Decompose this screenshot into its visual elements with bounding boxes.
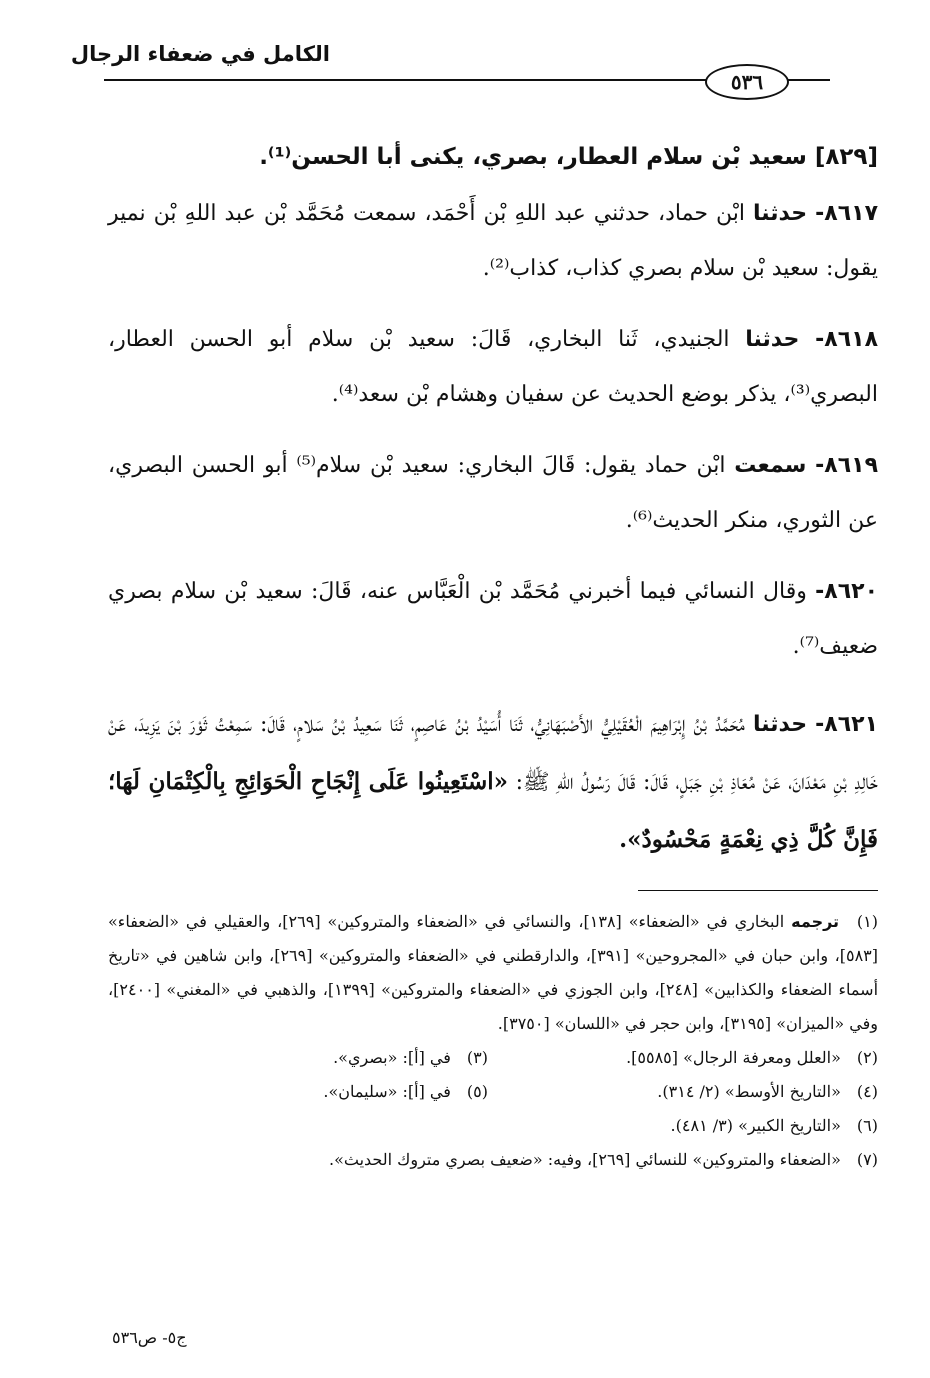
footnote-number: (٥) [466, 1082, 488, 1101]
hadith-quote: «اسْتَعِينُوا عَلَى إِنْجَاحِ الْحَوَائِجِ بِالْكِتْمَانِ لَهَا؛ فَإِنَّ كُلَّ ذِي نِعْمَةٍ مَحْسُودٌ». [108, 768, 878, 853]
footnote-4 [488, 1075, 878, 1109]
footnote-1 [108, 905, 878, 1041]
narration-8617 [108, 186, 878, 296]
narration-lead-word: سمعت [734, 453, 807, 478]
footnote-number: (٧) [856, 1150, 878, 1169]
footnote-text: «التاريخ الكبير» (٣/ ٤٨١). [670, 1116, 841, 1135]
hadith-chain: مُحَمَّدُ بْنُ إِبْرَاهِيمَ الْعُقَيْلِيُّ الأَصْبَهَانِيُّ، ثَنَا أُسَيْدُ بْنُ عَاصِمٍ، ثَنَا سَعِيدُ بْنُ سَلامٍ، قَالَ: سَمِعْتُ ثَوْرَ بْنَ يَزِيدَ، عَنْ خَالِدِ بْنِ مَعْدَانَ، عَنْ مُعَاذِ بْنِ جَبَلٍ، قَالَ: قَالَ رَسُولُ اللهِ ﷺ: [108, 712, 878, 795]
narration-8619 [108, 438, 878, 548]
narration-number: ٨٦٢١- [815, 712, 879, 737]
narration-lead-word: حدثنا [753, 712, 808, 737]
narration-lead-word: حدثنا [745, 327, 800, 352]
hadith-8621 [108, 696, 878, 869]
narration-8618 [108, 312, 878, 422]
footnote-text: في [أ]: «بصري». [333, 1048, 451, 1067]
footnote-text: «العلل ومعرفة الرجال» [٥٥٨٥]. [626, 1048, 841, 1067]
footnote-separator [638, 890, 878, 891]
entry-title: [٨٢٩] سعيد بْن سلام العطار، بصري، يكنى أبا الحسن⁽¹⁾. [259, 144, 878, 170]
footnote-lead-word: ترجمه [791, 912, 840, 931]
footnote-row-2-3 [108, 1041, 878, 1075]
narration-text: ابْن حماد، حدثني عبد اللهِ بْن أَحْمَد، سمعت مُحَمَّد بْن عبد اللهِ بْن نمير يقول: سعيد بْن سلام بصري كذاب، كذاب⁽²⁾. [108, 201, 878, 281]
footnote-text: «التاريخ الأوسط» (٢/ ٣١٤). [657, 1082, 841, 1101]
narration-text: وقال النسائي فيما أخبرني مُحَمَّد بْن الْعَبَّاس عنه، قَالَ: سعيد بْن سلام بصري ضعيف⁽⁷⁾. [108, 579, 878, 659]
footnote-number: (١) [856, 912, 879, 931]
narration-number: ٨٦١٨- [815, 327, 878, 352]
main-text [108, 128, 878, 891]
narration-text: الجنيدي، ثَنا البخاري، قَالَ: سعيد بْن سلام أبو الحسن العطار، البصري⁽³⁾، يذكر بوضع الحديث عن سفيان وهشام بْن سعد⁽⁴⁾. [108, 327, 878, 407]
footnote-7 [108, 1143, 878, 1177]
narration-8620 [108, 564, 878, 674]
narration-number: ٨٦١٩- [815, 453, 878, 478]
narration-number: ٨٦١٧- [815, 201, 879, 226]
footnote-5 [323, 1075, 488, 1109]
narration-text: ابْن حماد يقول: قَالَ البخاري: سعيد بْن سلام⁽⁵⁾ أبو الحسن البصري، عن الثوري، منكر الحديث⁽⁶⁾. [108, 453, 878, 533]
running-header-title: الكامل في ضعفاء الرجال [70, 42, 330, 66]
footer-page-reference: ج٥- ص٥٣٦ [112, 1328, 187, 1347]
footnote-3 [333, 1041, 488, 1075]
footnote-number: (٢) [856, 1048, 878, 1067]
footnote-2 [488, 1041, 878, 1075]
footnote-number: (٤) [856, 1082, 878, 1101]
footnote-row-4-5 [108, 1075, 878, 1109]
narration-lead-word: حدثنا [753, 201, 808, 226]
footnote-text: البخاري في «الضعفاء» [١٣٨]، والنسائي في «الضعفاء والمتروكين» [٢٦٩]، والعقيلي في «الضعفاء» [٥٨٣]، وابن حبان في «المجروحين» [٣٩١]، والدارقطني في «الضعفاء والمتروكين» [٢٦٩]، وابن شاهين في «تاريخ أسماء الضعفاء والكذابين» [٢٤٨]، وابن الجوزي في «الضعفاء والمتروكين» [١٣٩٩]، والذهبي في «المغني» [٢٤٠٠]، وفي «الميزان» [٣١٩٥]، وابن حجر في «اللسان» [٣٧٥٠]. [108, 912, 879, 1033]
footnotes [108, 905, 878, 1177]
footnote-number: (٣) [466, 1048, 488, 1067]
narration-number: ٨٦٢٠- [815, 579, 879, 604]
footnote-text: في [أ]: «سليمان». [323, 1082, 451, 1101]
page-number-badge: ٥٣٦ [705, 64, 789, 100]
footnote-6 [108, 1109, 878, 1143]
footnote-text: «الضعفاء والمتروكين» للنسائي [٢٦٩]، وفيه: «ضعيف بصري متروك الحديث». [328, 1150, 841, 1169]
footnote-number: (٦) [856, 1116, 878, 1135]
